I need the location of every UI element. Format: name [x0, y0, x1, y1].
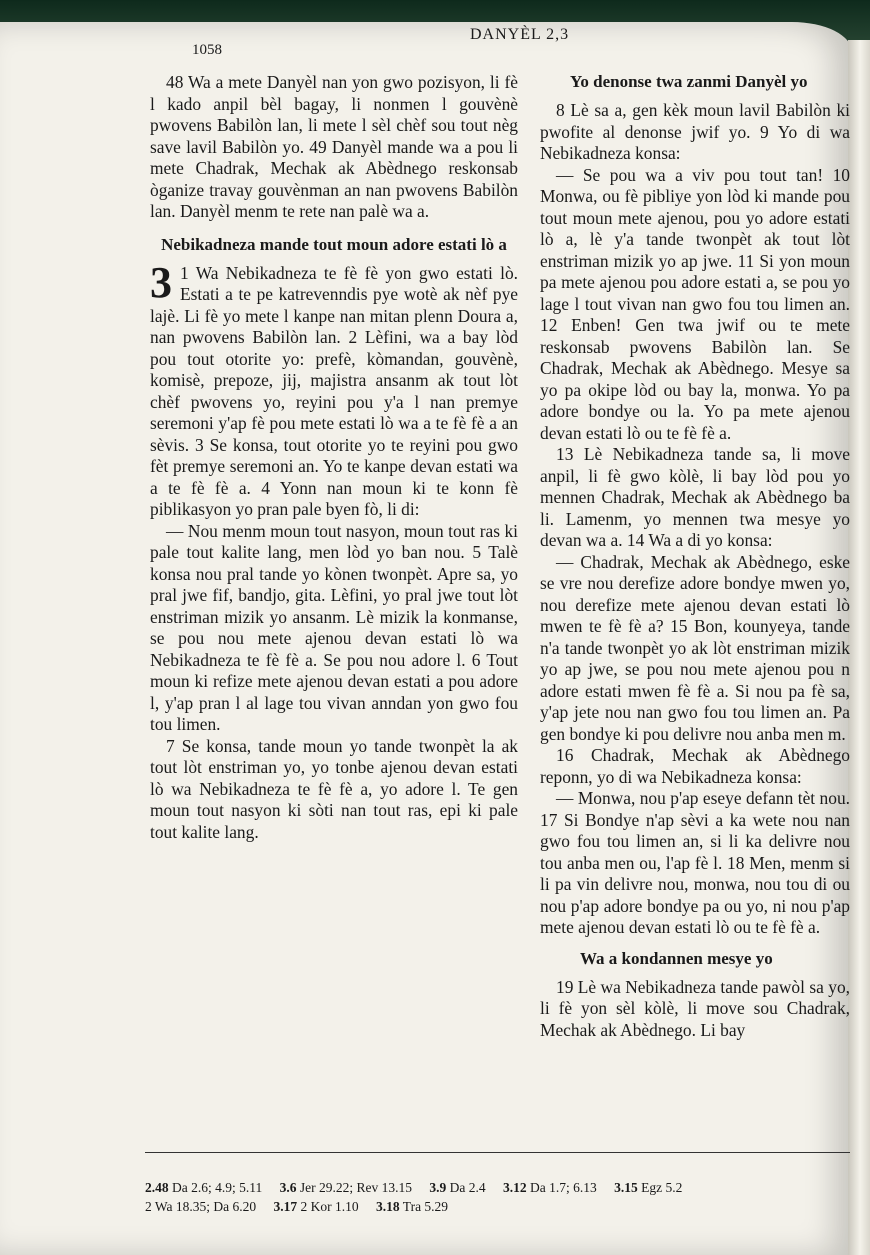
section-heading: Yo denonse twa zanmi Danyèl yo	[570, 72, 808, 91]
footnote-ref: 3.6	[279, 1180, 297, 1195]
chapter-number: 3	[150, 257, 172, 307]
footnote-text: 2 Wa 18.35; Da 6.20	[145, 1199, 257, 1214]
footnote-ref: 3.17	[273, 1199, 298, 1214]
footnote-text: Da 1.7; 6.13	[530, 1180, 597, 1195]
running-head: DANYÈL 2,3	[470, 26, 570, 43]
paragraph: 7 Se konsa, tande moun yo tande twonpèt la ak tout lòt enstriman yo, yo tonbe ajenou devan estati lò wa Nebikadneza te fè fè a, yo adore l. Te gen moun tout nasyon ki sòti nan tout ras, epi ki pale tout kalite lang.	[150, 735, 518, 842]
paragraph: 48 Wa a mete Danyèl nan yon gwo pozisyon, li fè l kado anpil bèl bagay, li nonmen l gouvènè pwovens Babilòn lan, li mete l sèl chèf sou tout nèg save lavil Babilòn yo. 49 Danyèl mande wa a pou li mete Chadrak, Mechak ak Abèdnego reskonsab òganize travay gouvènman an nan pwovens Babilòn lan. Danyèl menm te rete nan palè wa a.	[150, 72, 518, 221]
paragraph: 19 Lè wa Nebikadneza tande pawòl sa yo, li fè yon sèl kòlè, li move sou Chadrak, Mechak ak Abèdnego. Li bay	[540, 976, 850, 1040]
footnote-text: Tra 5.29	[402, 1199, 449, 1214]
right-column	[540, 72, 850, 1041]
section-heading: Nebikadneza mande tout moun adore estati lò a	[161, 234, 507, 254]
chapter-paragraph	[150, 257, 518, 521]
footnote-ref: 3.12	[503, 1180, 527, 1195]
page-edge	[848, 40, 870, 1255]
footnote-text: Jer 29.22; Rev 13.15	[299, 1180, 412, 1195]
page-number: 1058	[192, 42, 222, 58]
footnote-text: 2 Kor 1.10	[300, 1199, 359, 1214]
paragraph: 13 Lè Nebikadneza tande sa, li move anpil, li fè gwo kòlè, li bay lòd pou yo mennen Chadrak, Mechak ak Abèdnego ba li. Lamenm, yo mennen twa mesye yo devan wa a. 14 Wa a di yo konsa:	[540, 444, 850, 550]
left-column	[150, 72, 518, 843]
footnote-text: Da 2.6; 4.9; 5.11	[172, 1180, 263, 1195]
footnote-ref: 2.48	[145, 1180, 169, 1195]
section-heading: Wa a kondannen mesye yo	[580, 948, 773, 968]
paragraph: — Nou menm moun tout nasyon, moun tout ras ki pale tout kalite lang, men lòd yo ban nou. 5 Talè konsa nou pral tande yo kònen twonpèt. Apre sa, yo pral jwe fif, bandjo, gita. Lèfini, yo pral jwe tout lòt enstriman mizik yo ansanm. Lè mizik la konmanse, se pou nou mete ajenou devan estati lò wa Nebikadneza te fè fè a. Se pou nou adore l. 6 Tout moun ki refize mete ajenou devan estati a pou adore l, y'ap pran l al lage tou vivan anndan yon gwo fou tou limen.	[150, 520, 518, 734]
paragraph: 16 Chadrak, Mechak ak Abèdnego reponn, yo di wa Nebikadneza konsa:	[540, 745, 850, 787]
footnote-ref: 3.18	[376, 1199, 400, 1214]
footnote-line	[145, 1197, 845, 1216]
footnote-text: Egz 5.2	[641, 1180, 683, 1195]
paragraph: — Se pou wa a viv pou tout tan! 10 Monwa, ou fè pibliye yon lòd ki mande pou tout moun mete ajenou, pou yo adore estati lò a, lè y'a tande twonpèt ak tout lòt enstriman mizik yo ap jwe. 11 Si yon moun pa mete ajenou pou adore estati a, se pou yo lage l tout vivan nan gwo fou tou limen an. 12 Enben! Gen twa jwif ou te mete reskonsab pwovens Babilòn lan. Se Chadrak, Mechak ak Abèdnego. Mesye sa yo pa okipe lòd ou bay la, monwa. Yo pa adore bondye ou la. Yo pa mete ajenou devan estati lò ou te fè fè a.	[540, 164, 850, 443]
paragraph: — Monwa, nou p'ap eseye defann tèt nou. 17 Si Bondye n'ap sèvi a ka wete nou nan gwo fou tou limen an, si li ka delivre nou tou anba men ou, l'ap fè l. 18 Men, menm si li pa vin delivre nou, monwa, nou tou di ou nou p'ap adore bondye pa ou yo, ni nou p'ap mete ajenou devan estati lò ou te fè fè a.	[540, 788, 850, 937]
cross-references	[145, 1178, 845, 1216]
paragraph-text: 1 Wa Nebikadneza te fè fè yon gwo estati lò. Estati a te pe katrevenndis pye wotè ak nèf pye lajè. Li fè yo mete l kanpe nan mitan plenn Doura a, nan pwovens Babilòn lan. 2 Lèfini, wa a bay lòd pou tout otorite yo: prefè, kòmandan, gouvènè, komisè, prepoze, jij, majistra ansanm ak tout lòt chèf pwovens yo, reyini pou y'a l nan premye seremoni y'ap fè pou mete estati lò wa a te fè fè a an sèvis. 3 Se konsa, tout otorite yo te reyini pou gwo fèt premye seremoni an. Yo te kanpe devan estati wa a te fè fè a. 4 Yonn nan moun ki te konn fè piblikasyon yo pran pale byen fò, li di:	[150, 262, 518, 519]
footnote-text: Da 2.4	[449, 1180, 486, 1195]
footnote-ref: 3.9	[429, 1180, 447, 1195]
paragraph: — Chadrak, Mechak ak Abèdnego, eske se vre nou derefize adore bondye mwen yo, nou derefize mete ajenou devan estati lò mwen te fè fè a? 15 Bon, kounyeya, tande n'a tande twonpèt yo ak lòt enstriman mizik yo ap jwe, se pou nou mete ajenou pou n adore estati mwen fè fè a. Si nou pa fè sa, y'ap jete nou nan gwo fou tou limen an. Pa gen bondye ki pou delivre nou anba men m.	[540, 551, 850, 744]
footnote-divider	[145, 1152, 850, 1153]
paragraph: 8 Lè sa a, gen kèk moun lavil Babilòn ki pwofite al denonse jwif yo. 9 Yo di wa Nebikadneza konsa:	[540, 100, 850, 163]
footnote-ref: 3.15	[614, 1180, 638, 1195]
footnote-line	[145, 1178, 845, 1197]
